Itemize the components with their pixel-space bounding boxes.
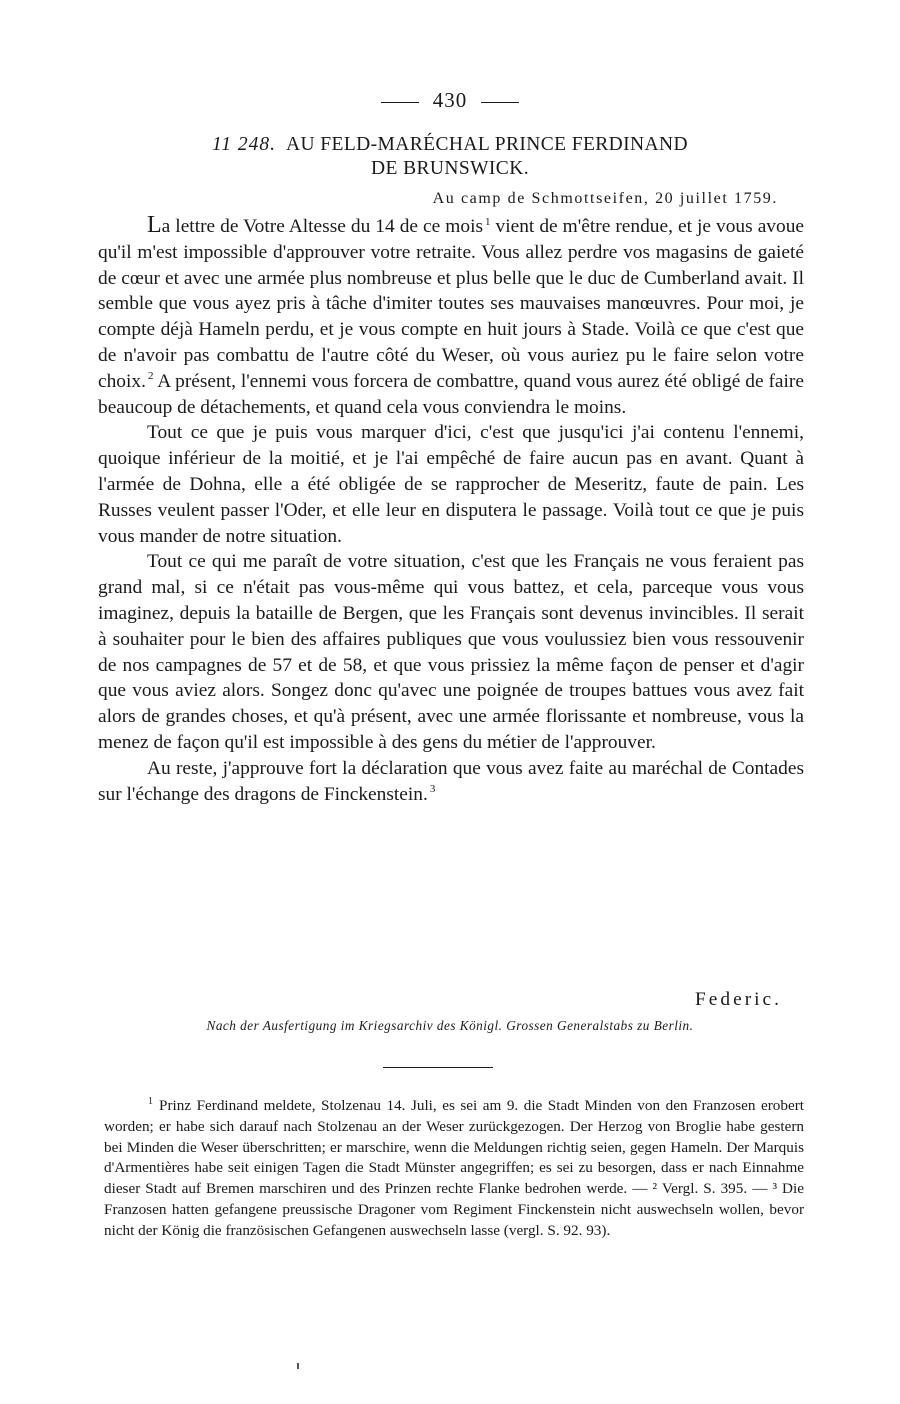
- footnote-block: [104, 1096, 804, 1242]
- letter-dateline: Au camp de Schmottseifen, 20 juillet 1759.: [432, 190, 778, 207]
- page-number-rule-right: [481, 102, 519, 103]
- footnote-ref-1: 1: [485, 215, 491, 228]
- paragraph-1-text-b: vient de m'être rendue, et je vous avoue qu'il m'est impossible d'approuver votre retraite. Vous allez perdre vos magasins de gaieté de cœur et avec une armée plus nombreuse et plus belle que le duc de Cumberland avait. Il semble que vous ayez pris à tâche d'imiter toutes ses mauvaises manœuvres. Pour moi, je compte déjà Hameln perdu, et je vous compte en huit jours à Stade. Voilà ce que c'est que de n'avoir pas combattu de l'autre côté du Weser, où vous auriez pu le faire selon votre choix.: [98, 216, 804, 392]
- paragraph-4: [98, 756, 804, 808]
- page-number-text: 430: [432, 88, 468, 112]
- footnotes: [104, 1096, 804, 1242]
- paragraph-3: Tout ce qui me paraît de votre situation, c'est que les Français ne vous feraient pas grand mal, si ce n'était pas vous-même qui vous battez, et cela, parceque vous vous imaginez, depuis la bataille de Bergen, que les Français sont devenus invincibles. Il serait à souhaiter pour le bien des affaires publiques que vous voulussiez bien vous ressouvenir de nos campagnes de 57 et de 58, et que vous prissiez la même façon de penser et d'agir que vous aviez alors. Songez donc qu'avec une poignée de troupes battues vous avez fait alors de grandes choses, et qu'à présent, avec une armée florissante et nombreuse, vous la menez de façon qu'il est impossible à des gens du métier de l'approuver.: [98, 551, 804, 753]
- letter-recipient-2: DE BRUNSWICK.: [371, 158, 529, 179]
- letter-body: [98, 213, 804, 807]
- signature: Federic.: [695, 989, 782, 1010]
- paragraph-1-text-c: A présent, l'ennemi vous forcera de combattre, quand vous aurez été obligé de faire beaucoup de détachements, et quand cela vous conviendra le moins.: [98, 370, 804, 418]
- footnote-ref-2: 2: [147, 370, 154, 383]
- printer-mark: [297, 1363, 299, 1369]
- heading-line-1: [0, 133, 900, 157]
- paragraph-4-text: Au reste, j'approuve fort la déclaration que vous avez faite au maréchal de Contades sur l'échange des dragons de Finckenstein.: [98, 757, 804, 805]
- footnote-divider: [383, 1067, 493, 1068]
- footnote-ref-3: 3: [429, 783, 436, 796]
- source-note: Nach der Ausfertigung im Kriegsarchiv des Königl. Grossen Generalstabs zu Berlin.: [206, 1018, 694, 1033]
- footnote-mark-1: 1: [148, 1095, 153, 1107]
- letter-recipient-1: AU FELD-MARÉCHAL PRINCE FERDINAND: [286, 134, 688, 155]
- letter-heading: [0, 133, 900, 181]
- page-number: [0, 88, 900, 113]
- paragraph-1-text-a: a lettre de Votre Altesse du 14 de ce mois: [161, 216, 484, 237]
- paragraph-1: [98, 213, 804, 420]
- page-number-rule-left: [381, 102, 419, 103]
- footnote-text: Prinz Ferdinand meldete, Stolzenau 14. Juli, es sei am 9. die Stadt Minden von den Franzosen erobert worden; er habe sich darauf nach Stolzenau an der Weser zurückgezogen. Der Herzog von Broglie habe gestern bei Minden die Weser überschritten; er marschire, wenn die Meldungen richtig seien, gegen Hameln. Der Marquis d'Armentières habe seit einigen Tagen die Stadt Münster angegriffen; es sei zu besorgen, dass er nach Einnahme dieser Stadt auf Bremen marschiren und des Prinzen rechte Flanke bedrohen werde. — ² Vergl. S. 395. — ³ Die Franzosen hatten gefangene preussische Dragoner vom Regiment Finckenstein nicht auswechseln wollen, bevor nicht der König die französischen Gefangenen auswechseln lasse (vergl. S. 92. 93).: [104, 1097, 804, 1239]
- paragraph-2: Tout ce que je puis vous marquer d'ici, c'est que jusqu'ici j'ai contenu l'ennemi, quoique inférieur de la moitié, et je l'ai empêché de faire aucun pas en avant. Quant à l'armée de Dohna, elle a été obligée de se rapprocher de Meseritz, faute de pain. Les Russes veulent passer l'Oder, et elle leur en disputera le passage. Voilà tout ce que je puis vous mander de notre situation.: [98, 422, 804, 547]
- paragraph-1-initial: L: [147, 212, 162, 238]
- letter-number: 11 248.: [211, 134, 277, 155]
